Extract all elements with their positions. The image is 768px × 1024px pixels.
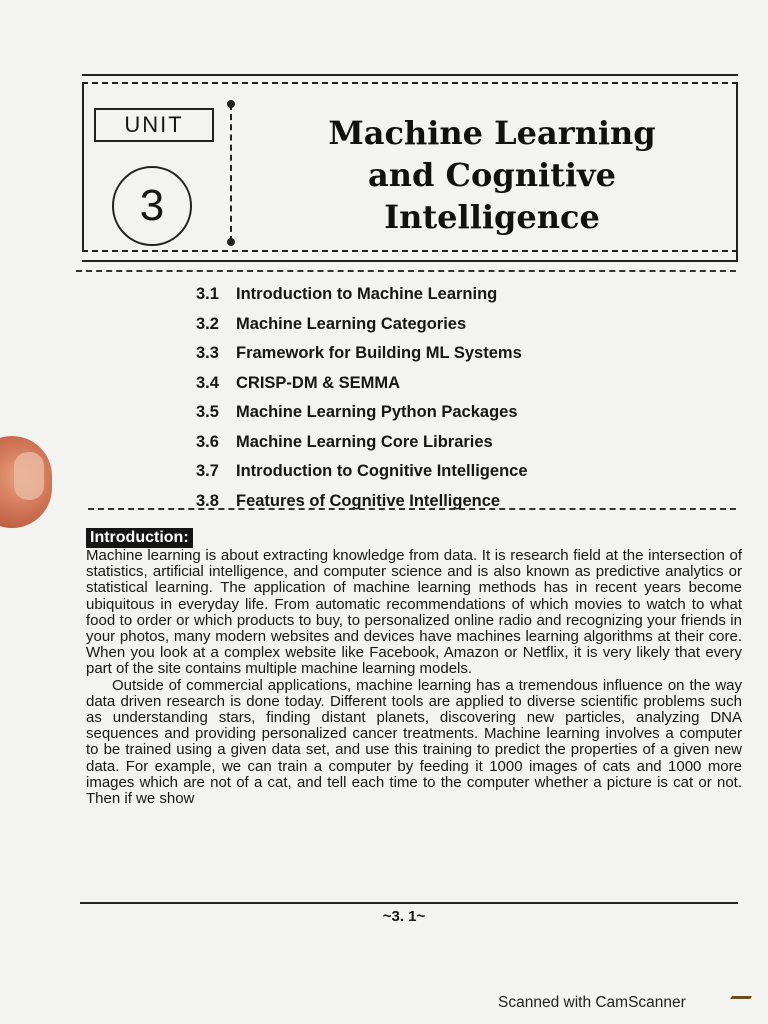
toc-label: Introduction to Cognitive Intelligence — [236, 462, 528, 480]
toc-label: Machine Learning Categories — [236, 314, 467, 333]
toc-number: 3.5 — [196, 403, 219, 421]
chapter-title — [252, 112, 732, 238]
toc-number: 3.2 — [196, 314, 219, 333]
title-line-3: Intelligence — [384, 198, 600, 236]
header-top-dashed-rule — [82, 82, 738, 84]
unit-label: UNIT — [94, 108, 214, 142]
intro-paragraph-1: Machine learning is about extracting knowledge from data. It is research field at the intersection of statistics, artificial intelligence, and computer science and is also known as predictive analytics or statistical learning. The application of machine learning methods has in recent years become ubiquitous in everyday life. From automatic recommendations of which movies to watch to what food to order or which products to buy, to personalized online radio and recognizing your friends in your photos, many modern websites and devices have machines learning algorithms at their core. When you look at a complex website like Facebook, Amazon or Netflix, it is very likely that every part of the site contains multiple machine learning models. — [86, 547, 742, 678]
header-left-border — [82, 82, 84, 252]
title-line-1: Machine Learning — [328, 114, 656, 152]
toc-item — [196, 310, 636, 340]
toc-item — [196, 487, 636, 517]
toc-number: 3.7 — [196, 462, 219, 480]
header-divider — [230, 104, 232, 242]
header-top-rule — [82, 74, 738, 76]
toc-number: 3.8 — [196, 491, 219, 510]
introduction-body — [86, 548, 742, 807]
scanner-watermark: Scanned with CamScanner — [498, 994, 686, 1011]
toc-number: 3.6 — [196, 432, 219, 451]
toc-item — [196, 398, 636, 428]
toc-number: 3.1 — [196, 285, 219, 303]
thumbnail-highlight — [14, 452, 44, 500]
toc-label: Features of Cognitive Intelligence — [236, 491, 501, 510]
header-right-border — [736, 82, 738, 262]
corner-mark — [730, 986, 758, 999]
toc-label: Machine Learning Python Packages — [236, 403, 518, 421]
page-number: ~3. 1~ — [382, 908, 426, 925]
divider-bottom-dot — [227, 238, 235, 246]
divider-top-dot — [227, 100, 235, 108]
toc-bottom-separator — [88, 508, 736, 510]
toc-item — [196, 428, 636, 458]
table-of-contents — [196, 280, 636, 516]
toc-item — [196, 339, 636, 369]
unit-number-circle: 3 — [112, 166, 192, 246]
footer-rule — [80, 902, 738, 904]
toc-label: Machine Learning Core Libraries — [236, 432, 493, 451]
toc-label: Introduction to Machine Learning — [236, 285, 498, 303]
toc-label: CRISP-DM & SEMMA — [236, 373, 401, 392]
title-line-2: and Cognitive — [367, 156, 616, 194]
intro-paragraph-2: Outside of commercial applications, machine learning has a tremendous influence on the way data driven research is done today. Different tools are applied to diverse scientific problems such as understanding stars, finding distant planets, discovering new particles, analyzing DNA sequences and providing personalized cancer treatments. Machine learning involves a computer to be trained using a given data set, and use this training to predict the properties of a given new data. For example, we can train a computer by feeding it 1000 images of cats and 1000 more images which are not of a cat, and tell each time to the computer whether a picture is cat or not. Then if we show — [86, 676, 742, 808]
toc-number: 3.4 — [196, 373, 219, 392]
toc-label: Framework for Building ML Systems — [236, 344, 522, 362]
header-bottom-rule — [82, 260, 738, 262]
unit-header-box — [82, 74, 738, 264]
header-bottom-dashed-rule — [82, 250, 738, 252]
toc-number: 3.3 — [196, 344, 219, 362]
toc-top-separator — [76, 270, 736, 272]
toc-item — [196, 280, 636, 310]
toc-item — [196, 457, 636, 487]
introduction-heading: Introduction: — [86, 528, 193, 548]
toc-item — [196, 369, 636, 399]
